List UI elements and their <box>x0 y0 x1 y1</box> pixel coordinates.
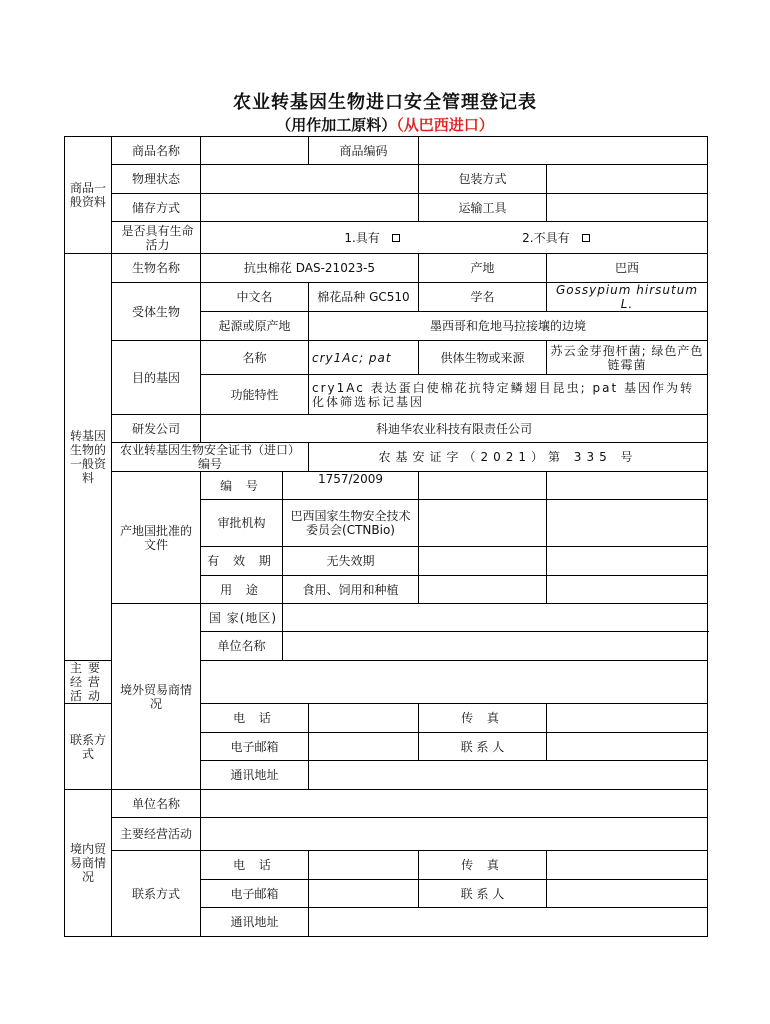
packaging-label: 包装方式 <box>419 165 547 194</box>
donor-label: 供体生物或来源 <box>419 341 547 375</box>
living-yes-option[interactable] <box>272 231 472 245</box>
developer-label: 研发公司 <box>112 415 201 443</box>
sci-name-label: 学名 <box>419 283 547 312</box>
approval-label: 产地国批准的文件 <box>112 472 201 604</box>
origin-value: 巴西 <box>547 254 708 283</box>
address-label: 通讯地址 <box>201 761 309 790</box>
company-field[interactable] <box>283 632 708 661</box>
product-name-label: 商品名称 <box>112 137 201 165</box>
function-value: cry1Ac 表达蛋白使棉花抗特定鳞翅目昆虫; pat 基因作为转化体筛选标记基因 <box>309 375 708 415</box>
transport-label: 运输工具 <box>419 194 547 222</box>
number-extra-1[interactable] <box>419 472 547 500</box>
developer-value: 科迪华农业科技有限责任公司 <box>201 415 708 443</box>
number-extra-2[interactable] <box>547 472 708 500</box>
company-label: 单位名称 <box>112 790 201 818</box>
transport-field[interactable] <box>547 194 708 222</box>
company-field[interactable] <box>201 790 708 818</box>
living-label: 是否具有生命活力 <box>112 222 201 254</box>
cert-label: 农业转基因生物安全证书（进口）编号 <box>112 443 309 472</box>
business-field[interactable] <box>201 818 708 851</box>
registration-table <box>64 136 708 937</box>
agency-label: 审批机构 <box>201 500 283 547</box>
validity-extra-1[interactable] <box>419 547 547 576</box>
phone-field[interactable] <box>309 704 419 733</box>
origin-label: 产地 <box>419 254 547 283</box>
number-value: 1757/2009 <box>283 472 419 500</box>
fax-field[interactable] <box>547 704 708 733</box>
agency-extra-2[interactable] <box>547 500 708 547</box>
subtitle-origin: （从巴西进口） <box>396 116 494 134</box>
product-code-field[interactable] <box>419 137 708 165</box>
address-field[interactable] <box>309 908 708 937</box>
usage-extra-2[interactable] <box>547 576 708 604</box>
gene-name-label: 名称 <box>201 341 309 375</box>
email-label: 电子邮箱 <box>201 880 309 908</box>
packaging-field[interactable] <box>547 165 708 194</box>
page-title: 农业转基因生物进口安全管理登记表 <box>233 92 537 113</box>
storage-field[interactable] <box>201 194 419 222</box>
sci-name-value: Gossypium hirsutum L. <box>547 283 708 312</box>
section-foreign-trader: 境外贸易商情况 <box>112 604 201 790</box>
agency-extra-1[interactable] <box>419 500 547 547</box>
source-value: 墨西哥和危地马拉接壤的边境 <box>309 312 708 341</box>
living-options <box>201 222 708 254</box>
product-name-field[interactable] <box>201 137 309 165</box>
email-field[interactable] <box>309 880 419 908</box>
chinese-name-value: 棉花品种 GC510 <box>309 283 419 312</box>
physical-state-field[interactable] <box>201 165 419 194</box>
section-product-general: 商品一般资料 <box>65 137 112 254</box>
country-field[interactable] <box>283 604 708 632</box>
business-label: 主要经营活动 <box>65 661 112 704</box>
organism-name-value: 抗虫棉花 DAS-21023-5 <box>201 254 419 283</box>
cert-number-value: 农基安证字（2021）第 335 号 <box>309 443 708 472</box>
address-field[interactable] <box>309 761 708 790</box>
agency-value: 巴西国家生物安全技术委员会(CTNBio) <box>283 500 419 547</box>
living-no-label: 2.不具有 <box>522 230 570 245</box>
fax-field[interactable] <box>547 851 708 880</box>
phone-field[interactable] <box>309 851 419 880</box>
phone-label: 电 话 <box>201 851 309 880</box>
usage-value: 食用、饲用和种植 <box>283 576 419 604</box>
address-label: 通讯地址 <box>201 908 309 937</box>
email-field[interactable] <box>309 733 419 761</box>
contact-person-label: 联 系 人 <box>419 880 547 908</box>
subtitle-purpose: （用作加工原料） <box>276 116 397 134</box>
number-label: 编 号 <box>201 472 283 500</box>
company-label: 单位名称 <box>201 632 283 661</box>
storage-label: 储存方式 <box>112 194 201 222</box>
checkbox-icon[interactable] <box>392 234 400 242</box>
contact-label: 联系方式 <box>65 704 112 790</box>
section-gmo-general: 转基因生物的一般资料 <box>65 254 112 661</box>
contact-person-label: 联 系 人 <box>419 733 547 761</box>
source-label: 起源或原产地 <box>201 312 309 341</box>
usage-extra-1[interactable] <box>419 576 547 604</box>
target-gene-label: 目的基因 <box>112 341 201 415</box>
phone-label: 电 话 <box>201 704 309 733</box>
product-code-label: 商品编码 <box>309 137 419 165</box>
section-domestic-trader: 境内贸易商情况 <box>65 790 112 937</box>
business-field[interactable] <box>201 661 708 704</box>
checkbox-icon[interactable] <box>582 234 590 242</box>
chinese-name-label: 中文名 <box>201 283 309 312</box>
validity-extra-2[interactable] <box>547 547 708 576</box>
page-subtitle <box>0 114 770 135</box>
validity-value: 无失效期 <box>283 547 419 576</box>
email-label: 电子邮箱 <box>201 733 309 761</box>
fax-label: 传 真 <box>419 704 547 733</box>
donor-value: 苏云金芽孢杆菌; 绿色产色链霉菌 <box>547 341 708 375</box>
contact-person-field[interactable] <box>547 880 708 908</box>
physical-state-label: 物理状态 <box>112 165 201 194</box>
country-label: 国 家(地区) <box>201 604 283 632</box>
organism-name-label: 生物名称 <box>112 254 201 283</box>
recipient-label: 受体生物 <box>112 283 201 341</box>
business-label: 主要经营活动 <box>112 818 201 851</box>
contact-person-field[interactable] <box>547 733 708 761</box>
function-label: 功能特性 <box>201 375 309 415</box>
living-no-option[interactable] <box>476 231 636 245</box>
usage-label: 用 途 <box>201 576 283 604</box>
contact-label: 联系方式 <box>112 851 201 937</box>
gene-name-value: cry1Ac; pat <box>309 341 419 375</box>
living-yes-label: 1.具有 <box>344 230 380 245</box>
fax-label: 传 真 <box>419 851 547 880</box>
validity-label: 有 效 期 <box>201 547 283 576</box>
